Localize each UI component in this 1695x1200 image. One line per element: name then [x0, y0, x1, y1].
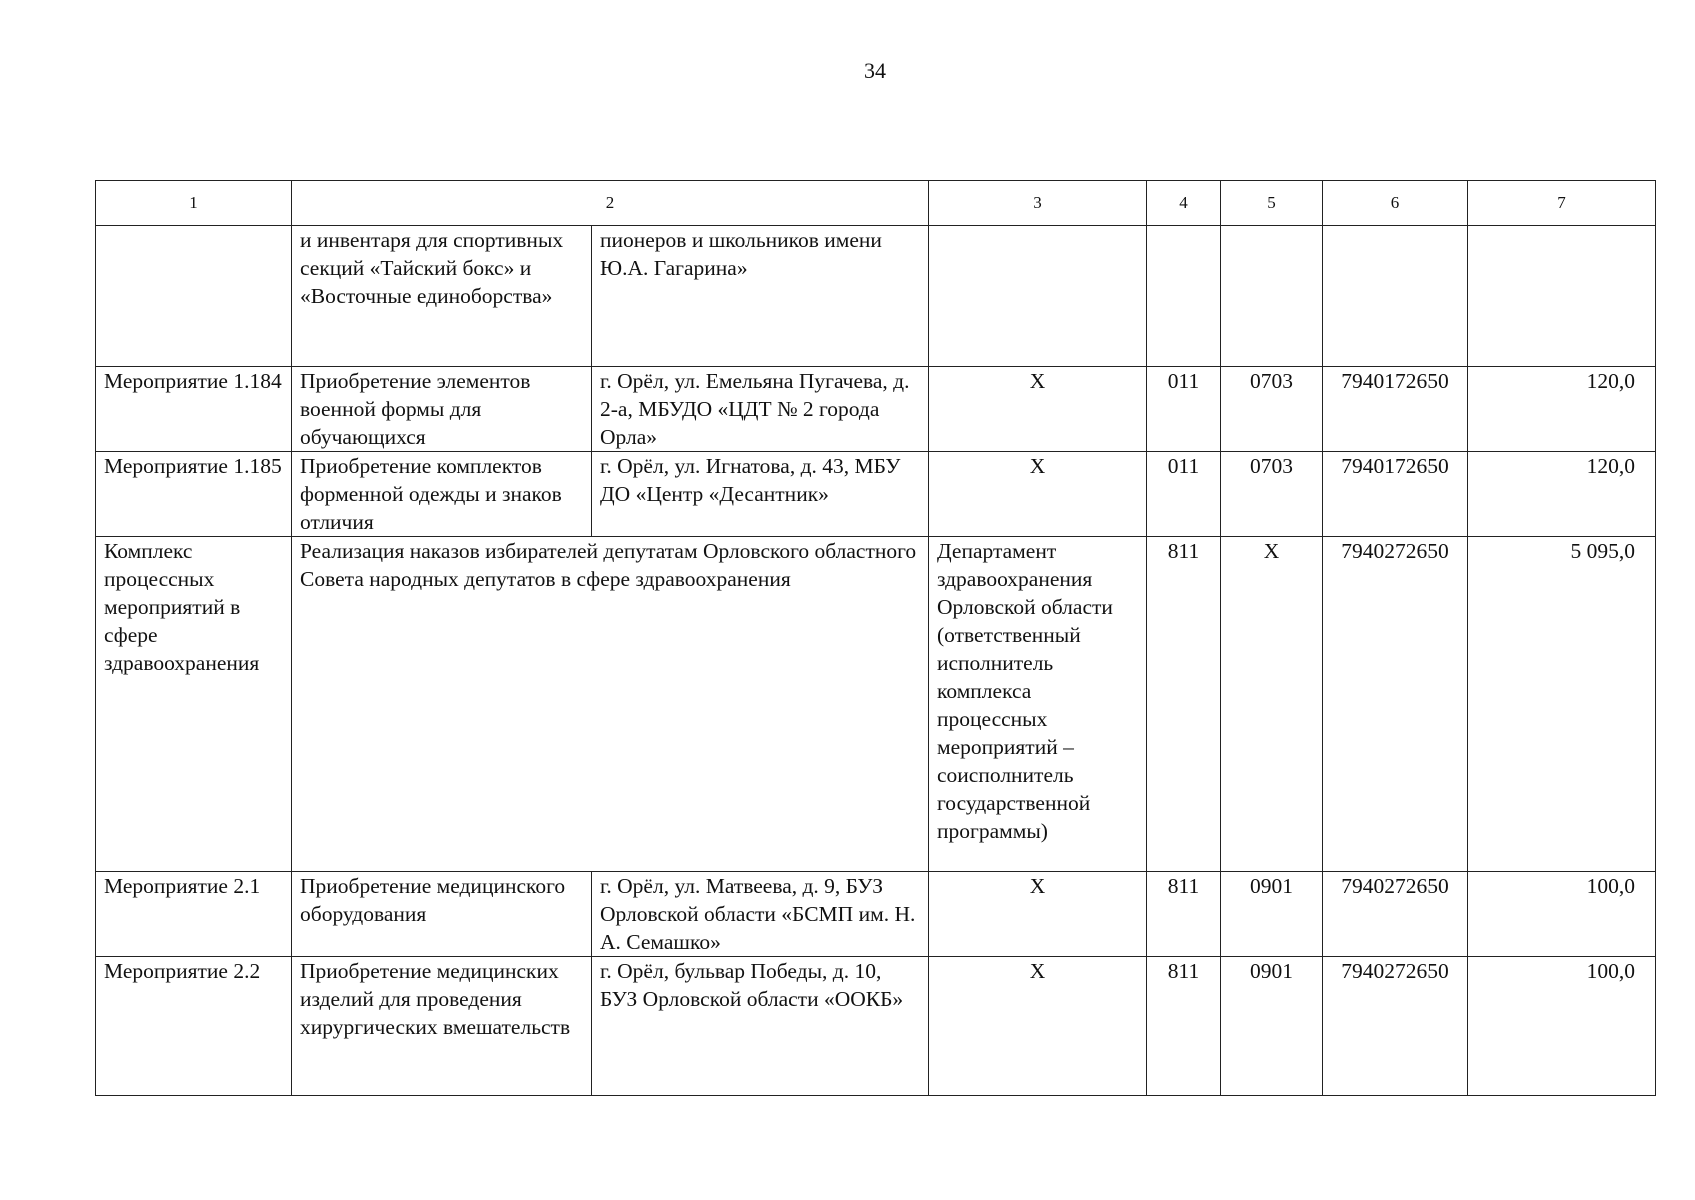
cell-description: Приобретение комплектов форменной одежды и знаков отличия [292, 452, 592, 537]
header-col-6: 6 [1323, 181, 1468, 226]
cell-event: Мероприятие 1.185 [96, 452, 292, 537]
cell-code-4 [1147, 226, 1221, 367]
page-number: 34 [864, 58, 886, 83]
cell-location: г. Орёл, ул. Матвеева, д. 9, БУЗ Орловской области «БСМП им. Н. А. Семашко» [592, 872, 929, 957]
header-col-4: 4 [1147, 181, 1221, 226]
cell-code-6: 7940172650 [1323, 452, 1468, 537]
cell-code-6: 7940172650 [1323, 367, 1468, 452]
table-row [96, 872, 1656, 957]
cell-executor: Х [929, 452, 1147, 537]
cell-event: Комплекс процессных мероприятий в сфере здравоохранения [96, 537, 292, 872]
table-row [96, 537, 1656, 872]
cell-amount: 120,0 [1468, 367, 1656, 452]
cell-code-6: 7940272650 [1323, 537, 1468, 872]
table-row [96, 367, 1656, 452]
cell-amount: 100,0 [1468, 957, 1656, 1096]
cell-amount: 120,0 [1468, 452, 1656, 537]
cell-amount [1468, 226, 1656, 367]
header-col-7: 7 [1468, 181, 1656, 226]
cell-code-6 [1323, 226, 1468, 367]
cell-code-4: 811 [1147, 537, 1221, 872]
cell-executor: Х [929, 957, 1147, 1096]
cell-event [96, 226, 292, 367]
cell-code-4: 011 [1147, 452, 1221, 537]
cell-location: г. Орёл, ул. Емельяна Пугачева, д. 2-а, МБУДО «ЦДТ № 2 города Орла» [592, 367, 929, 452]
header-col-2: 2 [292, 181, 929, 226]
cell-description: Приобретение медицинского оборудования [292, 872, 592, 957]
cell-executor: Департамент здравоохранения Орловской области (ответственный исполнитель комплекса процессных мероприятий – соисполнитель государственной программы) [929, 537, 1147, 872]
cell-location: г. Орёл, бульвар Победы, д. 10, БУЗ Орловской области «ООКБ» [592, 957, 929, 1096]
cell-code-5: 0703 [1221, 367, 1323, 452]
cell-amount: 100,0 [1468, 872, 1656, 957]
cell-code-5: 0901 [1221, 872, 1323, 957]
cell-event: Мероприятие 1.184 [96, 367, 292, 452]
cell-code-5 [1221, 226, 1323, 367]
cell-event: Мероприятие 2.1 [96, 872, 292, 957]
cell-description: и инвентаря для спортивных секций «Тайский бокс» и «Восточные единоборства» [292, 226, 592, 367]
cell-executor: Х [929, 367, 1147, 452]
cell-executor: Х [929, 872, 1147, 957]
cell-amount: 5 095,0 [1468, 537, 1656, 872]
cell-code-5: Х [1221, 537, 1323, 872]
header-col-3: 3 [929, 181, 1147, 226]
cell-code-4: 811 [1147, 957, 1221, 1096]
cell-description: Приобретение элементов военной формы для обучающихся [292, 367, 592, 452]
budget-table [95, 180, 1656, 1096]
cell-code-4: 011 [1147, 367, 1221, 452]
cell-event: Мероприятие 2.2 [96, 957, 292, 1096]
cell-location: г. Орёл, ул. Игнатова, д. 43, МБУ ДО «Центр «Десантник» [592, 452, 929, 537]
cell-description: Приобретение медицинских изделий для проведения хирургических вмешательств [292, 957, 592, 1096]
cell-code-6: 7940272650 [1323, 957, 1468, 1096]
table-row [96, 226, 1656, 367]
cell-code-5: 0901 [1221, 957, 1323, 1096]
header-col-1: 1 [96, 181, 292, 226]
cell-location: пионеров и школьников имени Ю.А. Гагарина» [592, 226, 929, 367]
cell-code-5: 0703 [1221, 452, 1323, 537]
cell-description: Реализация наказов избирателей депутатам Орловского областного Совета народных депутатов в сфере здравоохранения [292, 537, 929, 872]
table-header-row [96, 181, 1656, 226]
table-row [96, 957, 1656, 1096]
table-row [96, 452, 1656, 537]
cell-executor [929, 226, 1147, 367]
cell-code-4: 811 [1147, 872, 1221, 957]
header-col-5: 5 [1221, 181, 1323, 226]
cell-code-6: 7940272650 [1323, 872, 1468, 957]
